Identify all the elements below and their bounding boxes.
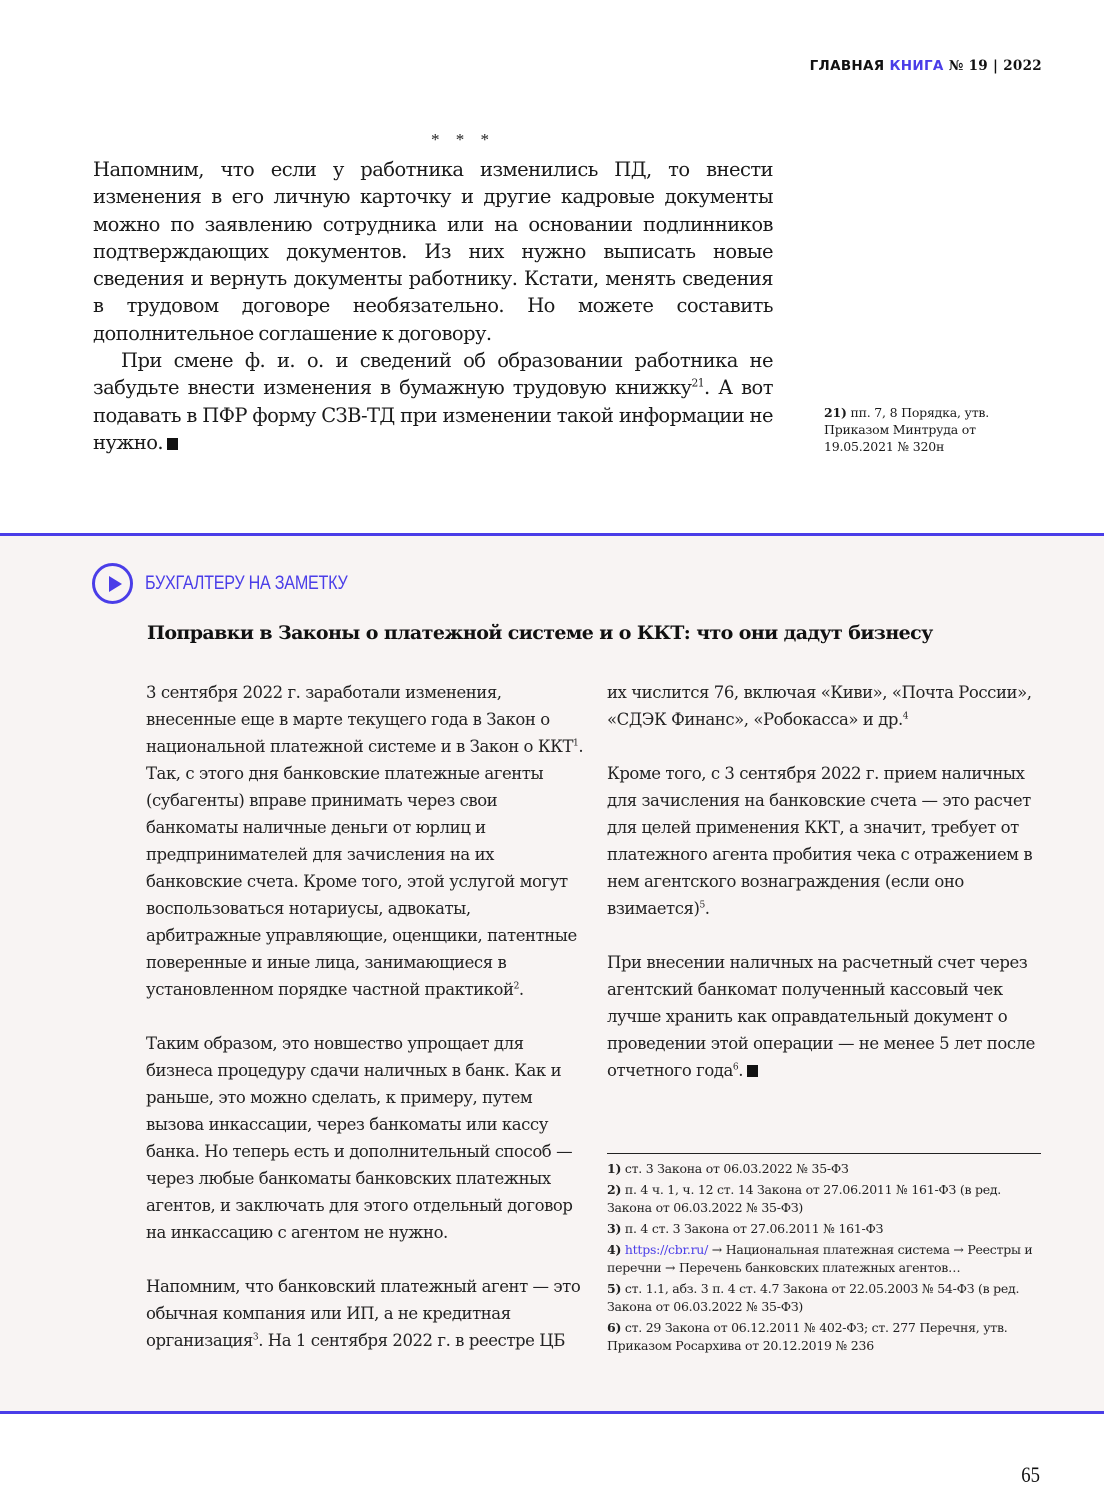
footnote-ref[interactable]: 3 (252, 1332, 259, 1343)
footnote-item: 2) п. 4 ч. 1, ч. 12 ст. 14 Закона от 27.06.2011 № 161-ФЗ (в ред. Закона от 06.03.2022 № 35-ФЗ) (607, 1182, 1002, 1215)
paragraph: Напомним, что если у работника изменились ПД, то внести изменения в его личную карточку и другие кадровые документы можно по заявлению сотрудника или на основании подлинников подтверждающих документов. Из них нужно выписать новые сведения и вернуть документы работнику. Кстати, менять сведения в трудовом договоре необязательно. Но можете составить дополнительное соглашение к договору. (93, 158, 773, 345)
right-column (607, 679, 1047, 1111)
masthead (810, 58, 1042, 74)
paragraph: При внесении наличных на расчетный счет через агентский банкомат полученный кассовый чек лучше хранить как оправдательный документ о проведении этой операции — не менее 5 лет после отчетного года$^6$. (607, 953, 1035, 1080)
paragraph: 3 сентября 2022 г. заработали изменения, внесенные еще в марте текущего года в Закон о национальной платежной системе и в Закон о ККТ$^1$. Так, с этого дня банковские платежные агенты (субагенты) вправе принимать через свои банкоматы наличные деньги от юрлиц и предпринимателей для зачисления на их банковские счета. Кроме того, этой услугой могут воспользоваться нотариусы, адвокаты, арбитражные управляющие, оценщики, патентные поверенные и иные лица, занимающиеся в установленном порядке частной практикой$^2$. (146, 683, 584, 999)
footnote-text: пп. 7, 8 Порядка, утв. Приказом Минтруда от 19.05.2021 № 320н (824, 405, 990, 454)
paragraph: их числится 76, включая «Киви», «Почта России», «СДЭК Финанс», «Робокасса» и др.$^4$ (607, 683, 1032, 729)
brand-name-part2: КНИГА (889, 58, 944, 74)
page-number: 65 (1021, 1462, 1040, 1487)
paragraph: Кроме того, с 3 сентября 2022 г. прием наличных для зачисления на банковские счета — это расчет для целей применения ККТ, а значит, требует от платежного агента пробития чека с отражением в нем агентского вознаграждения (если оно взимается)$^5$. (607, 764, 1033, 918)
footnote-number: 21) (824, 405, 847, 420)
footnote-item: 5) ст. 1.1, абз. 3 п. 4 ст. 4.7 Закона от 22.05.2003 № 54-ФЗ (в ред. Закона от 06.03.2022 № 35-ФЗ) (607, 1281, 1020, 1314)
issue-number: № 19 | 2022 (948, 58, 1042, 74)
cbr-link[interactable]: https://cbr.ru/ (624, 1242, 709, 1257)
footnote-item: 6) ст. 29 Закона от 06.12.2011 № 402-ФЗ; ст. 277 Перечня, утв. Приказом Росархива от 20.12.2019 № 236 (607, 1320, 1008, 1353)
paragraph: При смене ф. и. о. и сведений об образовании работника не забудьте внести изменения в бумажную трудовую книжку$^{21}$. А вот подавать в ПФР форму СЗВ-ТД при изменении такой информации не нужно. (93, 349, 773, 454)
rubric-label: БУХГАЛТЕРУ НА ЗАМЕТКУ (145, 572, 348, 594)
footnotes-list (607, 1153, 1041, 1358)
footnote-ref[interactable]: 2 (513, 981, 519, 992)
box-title: Поправки в Законы о платежной системе и о ККТ: что они дадут бизнесу (147, 622, 933, 644)
footnote-ref[interactable]: 21 (691, 376, 704, 390)
paragraph: Напомним, что банковский платежный агент — это обычная компания или ИП, а не кредитная организация$^3$. На 1 сентября 2022 г. в реестре ЦБ (146, 1277, 581, 1350)
article-body (93, 156, 773, 456)
section-separator: * * * (431, 130, 495, 149)
end-of-article-mark-icon (747, 1065, 758, 1077)
rubric-header (92, 563, 383, 604)
footnote-ref[interactable]: 6 (732, 1062, 739, 1073)
paragraph: Таким образом, это новшество упрощает для бизнеса процедуру сдачи наличных в банк. Как и раньше, это можно сделать, к примеру, путем вызова инкассации, через банкоматы или кассу банка. Но теперь есть и дополнительный способ — через любые банкоматы банковских платежных агентов, и заключать для этого отдельный договор на инкассацию с агентом не нужно. (146, 1034, 573, 1242)
footnote-ref[interactable]: 1 (573, 738, 579, 749)
footnote-ref[interactable]: 5 (699, 900, 705, 911)
brand-name-part1: ГЛАВНАЯ (809, 58, 885, 74)
play-circle-icon (92, 563, 133, 604)
footnote-item: 1) ст. 3 Закона от 06.03.2022 № 35-ФЗ (607, 1161, 849, 1176)
footnote-ref[interactable]: 4 (902, 711, 909, 722)
article-ending (93, 130, 773, 456)
sidebar-box (0, 533, 1104, 1414)
end-of-article-mark-icon (167, 438, 178, 450)
left-column (146, 679, 586, 1381)
footnote-item: 3) п. 4 ст. 3 Закона от 27.06.2011 № 161-ФЗ (607, 1221, 884, 1236)
margin-footnote (824, 404, 1024, 455)
footnote-item: 4) https://cbr.ru/ → Национальная платежная система → Реестры и перечни → Перечень банковских платежных агентов… (607, 1242, 1033, 1275)
